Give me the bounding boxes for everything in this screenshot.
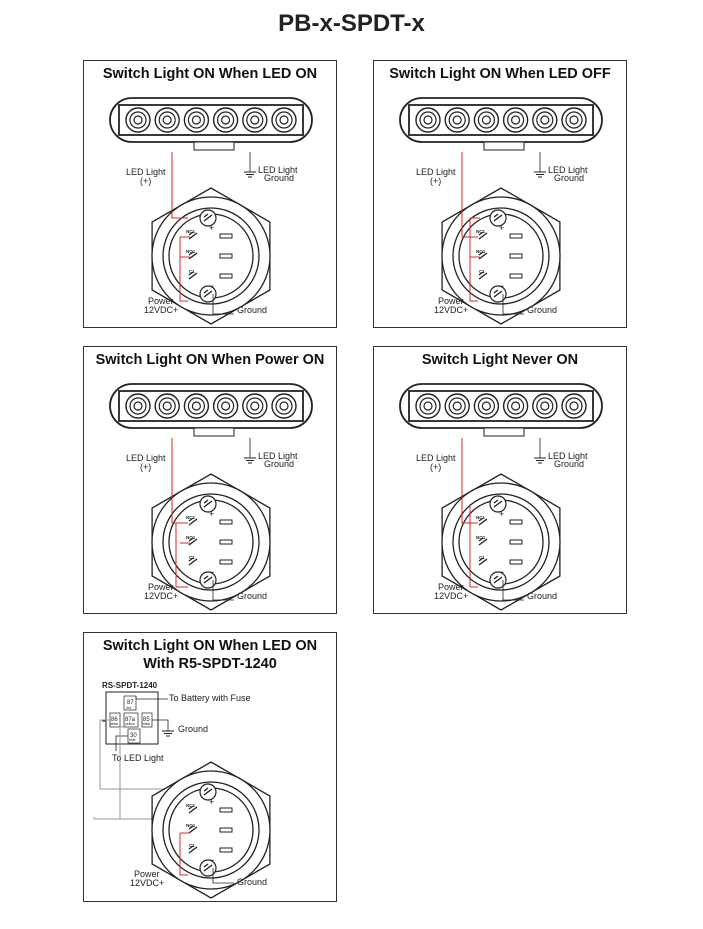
contact-slot: [510, 274, 522, 278]
no1-label: NO1: [186, 249, 196, 254]
wiring-diagram-never-on: [374, 347, 628, 615]
plus-label: +: [209, 509, 215, 519]
panel-relay: [83, 632, 337, 902]
led-core: [280, 116, 288, 124]
wiring-diagram-relay: [84, 633, 338, 903]
led-plus-label: (+): [430, 462, 442, 472]
led-ground-label: LED Light: [258, 165, 298, 175]
ground-label: Ground: [527, 305, 558, 315]
no1-label: NO1: [476, 249, 486, 254]
plus-label: +: [499, 223, 505, 233]
led-plus-label: (+): [430, 176, 442, 186]
ground-label: Ground: [237, 591, 268, 601]
nc1-label: NC1: [476, 515, 486, 520]
led-core: [222, 116, 230, 124]
led-ground-label-2: Ground: [554, 459, 585, 469]
led-core: [541, 402, 549, 410]
relay-pin-87-color: red: [126, 706, 132, 710]
relay-pin-86: 86: [111, 717, 118, 723]
plus-label: +: [499, 509, 505, 519]
led-light-label: LED Light: [416, 453, 456, 463]
relay-pin-30-color: blue: [129, 738, 136, 742]
contact-slot: [220, 274, 232, 278]
relay-pin-87a: 87a: [125, 717, 136, 723]
nc1-label: NC1: [186, 515, 196, 520]
minus-label: −: [209, 855, 215, 865]
power-voltage-label: 12VDC+: [434, 305, 469, 315]
led-ground-label: LED Light: [548, 165, 588, 175]
led-core: [163, 116, 171, 124]
led-core: [163, 402, 171, 410]
panel-title: Switch Light ON When LED OFF: [389, 66, 611, 82]
relay-pin-86-color: white: [110, 722, 119, 726]
power-label: Power: [148, 296, 174, 306]
c1-label: C1: [189, 269, 195, 274]
panel-title-line1: Switch Light ON When LED ON: [102, 638, 318, 654]
led-core: [482, 402, 490, 410]
contact-slot: [510, 254, 522, 258]
led-core: [512, 116, 520, 124]
minus-label: −: [499, 281, 505, 291]
contact-slot: [510, 520, 522, 524]
led-core: [570, 116, 578, 124]
wiring-diagram-led-off: [374, 61, 628, 329]
relay-ground-label: Ground: [178, 724, 209, 734]
page-title: PB-x-SPDT-x: [278, 10, 425, 37]
power-label: Power: [438, 296, 464, 306]
nc1-label: NC1: [186, 229, 196, 234]
led-bar-mount: [484, 428, 524, 436]
relay-name: RS-SPDT-1240: [102, 681, 158, 690]
panel-title-line2: With R5-SPDT-1240: [143, 656, 277, 672]
led-light-label: LED Light: [416, 167, 456, 177]
led-ground-label: LED Light: [548, 451, 588, 461]
led-core: [453, 116, 461, 124]
contact-slot: [220, 254, 232, 258]
c1-label: C1: [189, 555, 195, 560]
led-core: [512, 402, 520, 410]
nc1-label: NC1: [186, 803, 196, 808]
relay-pin-87a-color: yellow: [125, 722, 135, 726]
minus-label: −: [499, 567, 505, 577]
led-core: [134, 116, 142, 124]
led-ground-label: LED Light: [258, 451, 298, 461]
panel-title: Switch Light ON When Power ON: [95, 352, 325, 368]
power-label: Power: [148, 582, 174, 592]
relay-pin-85-color: black: [142, 722, 151, 726]
contact-slot: [510, 540, 522, 544]
contact-slot: [220, 808, 232, 812]
power-voltage-label: 12VDC+: [144, 591, 179, 601]
power-voltage-label: 12VDC+: [144, 305, 179, 315]
led-ground-label-2: Ground: [264, 173, 295, 183]
ground-label: Ground: [527, 591, 558, 601]
led-core: [280, 402, 288, 410]
no1-label: NO1: [476, 535, 486, 540]
power-voltage-label: 12VDC+: [130, 878, 165, 888]
no1-label: NO1: [186, 823, 196, 828]
led-core: [453, 402, 461, 410]
panel-led-on: [83, 60, 337, 328]
panel-title: Switch Light Never ON: [421, 352, 579, 368]
nc1-label: NC1: [476, 229, 486, 234]
led-core: [251, 402, 259, 410]
plus-label: +: [209, 797, 215, 807]
led-core: [541, 116, 549, 124]
contact-slot: [220, 828, 232, 832]
led-core: [134, 402, 142, 410]
contact-slot: [220, 560, 232, 564]
minus-label: −: [209, 281, 215, 291]
wiring-diagram-power-on: [84, 347, 338, 615]
c1-label: C1: [479, 269, 485, 274]
plus-label: +: [209, 223, 215, 233]
led-plus-label: (+): [140, 462, 152, 472]
to-led-label: To LED Light: [112, 753, 164, 763]
contact-slot: [510, 560, 522, 564]
ground-label: Ground: [237, 305, 268, 315]
led-core: [192, 402, 200, 410]
led-light-label: LED Light: [126, 453, 166, 463]
no1-label: NO1: [186, 535, 196, 540]
power-voltage-label: 12VDC+: [434, 591, 469, 601]
contact-slot: [220, 234, 232, 238]
relay-pin-30: 30: [130, 733, 137, 739]
panel-led-off: [373, 60, 627, 328]
led-light-label: LED Light: [126, 167, 166, 177]
led-core: [482, 116, 490, 124]
led-core: [251, 116, 259, 124]
minus-label: −: [209, 567, 215, 577]
power-label: Power: [134, 869, 160, 879]
panel-title: Switch Light ON When LED ON: [102, 66, 318, 82]
panel-power-on: [83, 346, 337, 614]
led-core: [424, 402, 432, 410]
led-plus-label: (+): [140, 176, 152, 186]
ground-label: Ground: [237, 877, 268, 887]
led-core: [570, 402, 578, 410]
led-bar-mount: [484, 142, 524, 150]
contact-slot: [220, 848, 232, 852]
led-core: [424, 116, 432, 124]
led-ground-label-2: Ground: [264, 459, 295, 469]
contact-slot: [510, 234, 522, 238]
led-bar-mount: [194, 428, 234, 436]
relay-pin-85: 85: [143, 717, 150, 723]
power-label: Power: [438, 582, 464, 592]
to-battery-label: To Battery with Fuse: [169, 693, 251, 703]
led-core: [192, 116, 200, 124]
led-core: [222, 402, 230, 410]
c1-label: C1: [479, 555, 485, 560]
panel-never-on: [373, 346, 627, 614]
contact-slot: [220, 540, 232, 544]
relay-pin-87: 87: [127, 700, 134, 706]
led-bar-mount: [194, 142, 234, 150]
contact-slot: [220, 520, 232, 524]
wiring-diagram-led-on: [84, 61, 338, 329]
led-ground-label-2: Ground: [554, 173, 585, 183]
c1-label: C1: [189, 843, 195, 848]
